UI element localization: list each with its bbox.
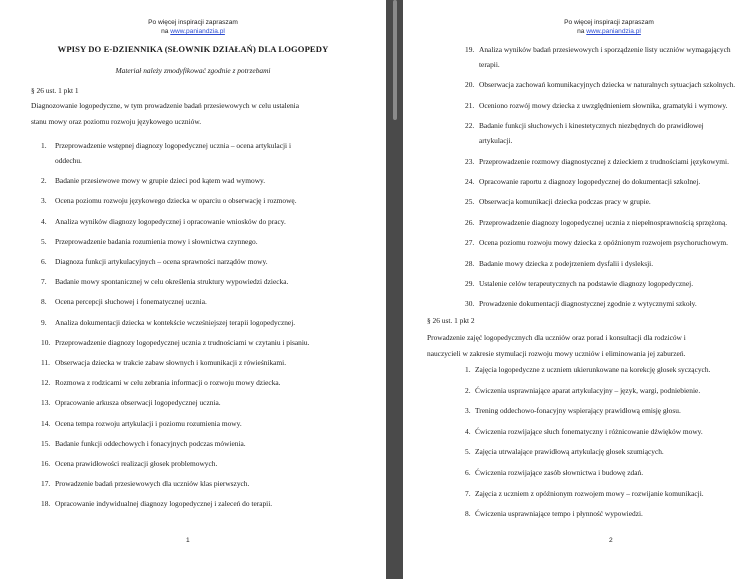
section-heading: § 26 ust. 1 pkt 1 [31,86,79,95]
document-subtitle: Materiał należy zmodyfikować zgodnie z potrzebami [115,66,271,75]
list-item-continuation: terapii. [479,60,500,69]
intro-line: Prowadzenie zajęć logopedycznych dla uczniów oraz porad i konsultacji dla rodziców i [427,333,686,342]
item-text: Przeprowadzenie rozmowy diagnostycznej z dzieckiem z trudnościami językowymi. [479,156,729,166]
item-text: Ćwiczenia rozwijające słuch fonematyczny i różnicowanie dźwięków mowy. [475,426,703,436]
item-number: 28. [465,258,475,268]
list-item [465,42,731,57]
intro-line: stanu mowy oraz poziomu rozwoju językowego uczniów. [31,117,202,126]
item-text: Ocena percepcji słuchowej i fonematycznej ucznia. [55,297,207,307]
header-prefix: na [577,28,587,35]
item-number: 30. [465,299,475,309]
list-item [41,315,295,330]
item-text: Rozmowa z rodzicami w celu zebrania informacji o rozwoju mowy dziecka. [55,378,281,388]
item-text: Badanie funkcji oddechowych i fonacyjnych podczas mówienia. [55,438,246,448]
item-number: 4. [465,426,471,436]
item-text: Ćwiczenia rozwijające zasób słownictwa i budowę zdań. [475,468,644,477]
list-item [465,235,728,250]
item-number: 3. [465,406,471,416]
item-number: 15. [41,438,51,448]
list-item [41,375,281,390]
item-number: 8. [465,509,471,519]
list-item [41,395,221,410]
list-item [41,335,309,350]
item-text: Trening oddechowo-fonacyjny wspierający prawidłową emisję głosu. [475,406,681,416]
item-text: Przeprowadzenie wstępnej diagnozy logopedycznej ucznia – ocena artykulacji i [55,141,291,150]
item-text: Analiza dokumentacji dziecka w kontekście wcześniejszej terapii logopedycznej. [55,317,296,327]
page-header [0,18,386,36]
list-item [465,403,681,418]
list-item [465,506,643,521]
intro-line: nauczycieli w zakresie stymulacji rozwoju mowy uczniów i eliminowania jej zaburzeń. [427,349,686,358]
list-item [465,194,651,209]
item-text: Obserwacja dziecka w trakcie zabaw słownych i komunikacji z rówieśnikami. [55,358,287,367]
item-number: 9. [41,317,47,327]
item-number: 24. [465,177,475,186]
item-number: 3. [41,196,47,206]
item-number: 1. [465,365,471,374]
item-text: Przeprowadzenie badania rozumienia mowy i słownictwa czynnego. [55,236,258,246]
list-item [465,424,703,439]
item-text: Ćwiczenia usprawniające tempo i płynność wypowiedzi. [475,509,643,519]
list-item [465,383,700,398]
item-number: 5. [41,236,47,246]
header-link-line [0,27,386,36]
list-item [465,174,700,189]
item-text: Prowadzenie dokumentacji diagnostycznej zgodnie z wytycznymi szkoły. [479,299,697,309]
list-item [465,276,693,291]
document-page-2 [403,0,750,579]
item-text: Oceniono rozwój mowy dziecka z uwzględnieniem słownika, gramatyki i wymowy. [479,100,728,110]
item-number: 16. [41,459,51,468]
item-text: Opracowanie raportu z diagnozy logopedycznej do dokumentacji szkolnej. [479,177,701,186]
item-text: Obserwacja komunikacji dziecka podczas pracy w grupie. [479,197,651,207]
item-number: 7. [41,277,47,287]
item-number: 19. [465,45,475,54]
item-number: 5. [465,447,471,457]
list-item [465,77,735,92]
item-number: 6. [465,468,471,477]
item-text: Analiza wyników diagnozy logopedycznej i opracowanie wniosków do pracy. [55,216,286,226]
section-intro [427,330,686,362]
item-text: Prowadzenie badań przesiewowych dla uczniów klas pierwszych. [55,479,250,489]
list-item [465,256,653,271]
item-number: 13. [41,398,51,408]
list-item [41,436,246,451]
website-link[interactable]: www.paniandzia.pl [586,28,641,35]
page-header [403,18,750,36]
header-prefix: na [161,28,171,35]
list-item [465,118,704,133]
list-item [41,274,288,289]
list-item [41,254,268,269]
list-item [465,98,727,113]
item-text: Ocena prawidłowości realizacji głosek problemowych. [55,459,218,468]
list-item [41,294,207,309]
scrollbar-thumb[interactable] [393,0,397,120]
list-item [465,215,727,230]
item-text: Przeprowadzenie diagnozy logopedycznej ucznia z trudnościami w czytaniu i pisaniu. [55,337,310,347]
item-number: 8. [41,297,47,307]
list-item [41,456,217,471]
item-number: 23. [465,156,475,166]
list-item [465,465,643,480]
item-text: Zajęcia z uczniem z opóźnionym rozwojem mowy – rozwijanie komunikacji. [475,488,704,498]
item-number: 20. [465,80,475,90]
page-number: 2 [609,537,613,544]
list-item [41,138,291,153]
item-number: 2. [465,385,471,395]
item-number: 6. [41,257,47,266]
item-number: 22. [465,121,475,131]
item-text: Badanie mowy dziecka z podejrzeniem dysfalii i dysleksji. [479,258,654,268]
list-item [41,476,249,491]
item-number: 21. [465,100,475,110]
item-number: 10. [41,337,51,347]
page-number: 1 [186,537,190,544]
list-item [41,214,286,229]
item-number: 12. [41,378,51,388]
item-number: 7. [465,488,471,498]
item-number: 25. [465,197,475,207]
list-item [465,444,664,459]
item-text: Obserwacja zachowań komunikacyjnych dziecka w naturalnych sytuacjach szkolnych. [479,80,736,90]
section-heading: § 26 ust. 1 pkt 2 [427,316,475,325]
item-number: 27. [465,238,475,248]
list-item [41,416,242,431]
list-item [465,362,710,377]
item-text: Badanie funkcji słuchowych i kinestetycznych niezbędnych do prawidłowej [479,121,704,131]
item-number: 1. [41,141,47,150]
header-link-line [403,27,750,36]
header-line: Po więcej inspiracji zapraszam [564,19,654,26]
list-item [465,486,704,501]
list-item [41,496,272,511]
list-item-continuation: artykulacji. [479,136,513,146]
item-text: Zajęcia logopedyczne z uczniem ukierunkowane na korekcję głosek syczących. [475,365,711,374]
list-item-continuation: oddechu. [55,156,82,165]
item-text: Ustalenie celów terapeutycznych na podstawie diagnozy logopedycznej. [479,279,694,288]
item-number: 17. [41,479,51,489]
item-text: Opracowanie arkusza obserwacji logopedycznej ucznia. [55,398,221,408]
item-number: 4. [41,216,47,226]
item-text: Ocena tempa rozwoju artykulacji i poziomu rozumienia mowy. [55,418,242,428]
list-item [41,234,258,249]
list-item [465,296,697,311]
section-intro [31,98,299,130]
document-title: WPISY DO E-DZIENNIKA (SŁOWNIK DZIAŁAŃ) DLA LOGOPEDY [57,44,329,54]
item-text: Badanie mowy spontanicznej w celu określenia struktury wypowiedzi dziecka. [55,277,289,287]
list-item [41,355,286,370]
item-number: 26. [465,217,475,227]
intro-line: Diagnozowanie logopedyczne, w tym prowadzenie badań przesiewowych w celu ustalenia [31,101,300,110]
item-text: Opracowanie indywidualnej diagnozy logopedycznej i zaleceń do terapii. [55,499,273,509]
list-item [41,173,265,188]
item-number: 2. [41,176,47,186]
item-text: Zajęcia utrwalające prawidłową artykulację głosek szumiących. [475,447,664,457]
item-text: Ocena poziomu rozwoju mowy dziecka z opóźnionym rozwojem psychoruchowym. [479,238,728,248]
item-number: 14. [41,418,51,428]
item-text: Ocena poziomu rozwoju językowego dziecka w oparciu o obserwację i rozmowę. [55,196,297,206]
item-text: Ćwiczenia usprawniające aparat artykulacyjny – język, wargi, podniebienie. [475,385,701,395]
list-item [465,154,729,169]
list-item [41,193,297,208]
item-text: Analiza wyników badań przesiewowych i sporządzenie listy uczniów wymagających [479,45,731,54]
item-number: 18. [41,499,51,509]
website-link[interactable]: www.paniandzia.pl [170,28,225,35]
item-number: 11. [41,358,50,367]
header-line: Po więcej inspiracji zapraszam [148,19,238,26]
item-text: Diagnoza funkcji artykulacyjnych – ocena sprawności narządów mowy. [55,257,268,266]
item-number: 29. [465,279,475,288]
item-text: Badanie przesiewowe mowy w grupie dzieci pod kątem wad wymowy. [55,176,266,186]
item-text: Przeprowadzenie diagnozy logopedycznej ucznia z niepełnosprawnością sprzężoną. [479,217,728,227]
